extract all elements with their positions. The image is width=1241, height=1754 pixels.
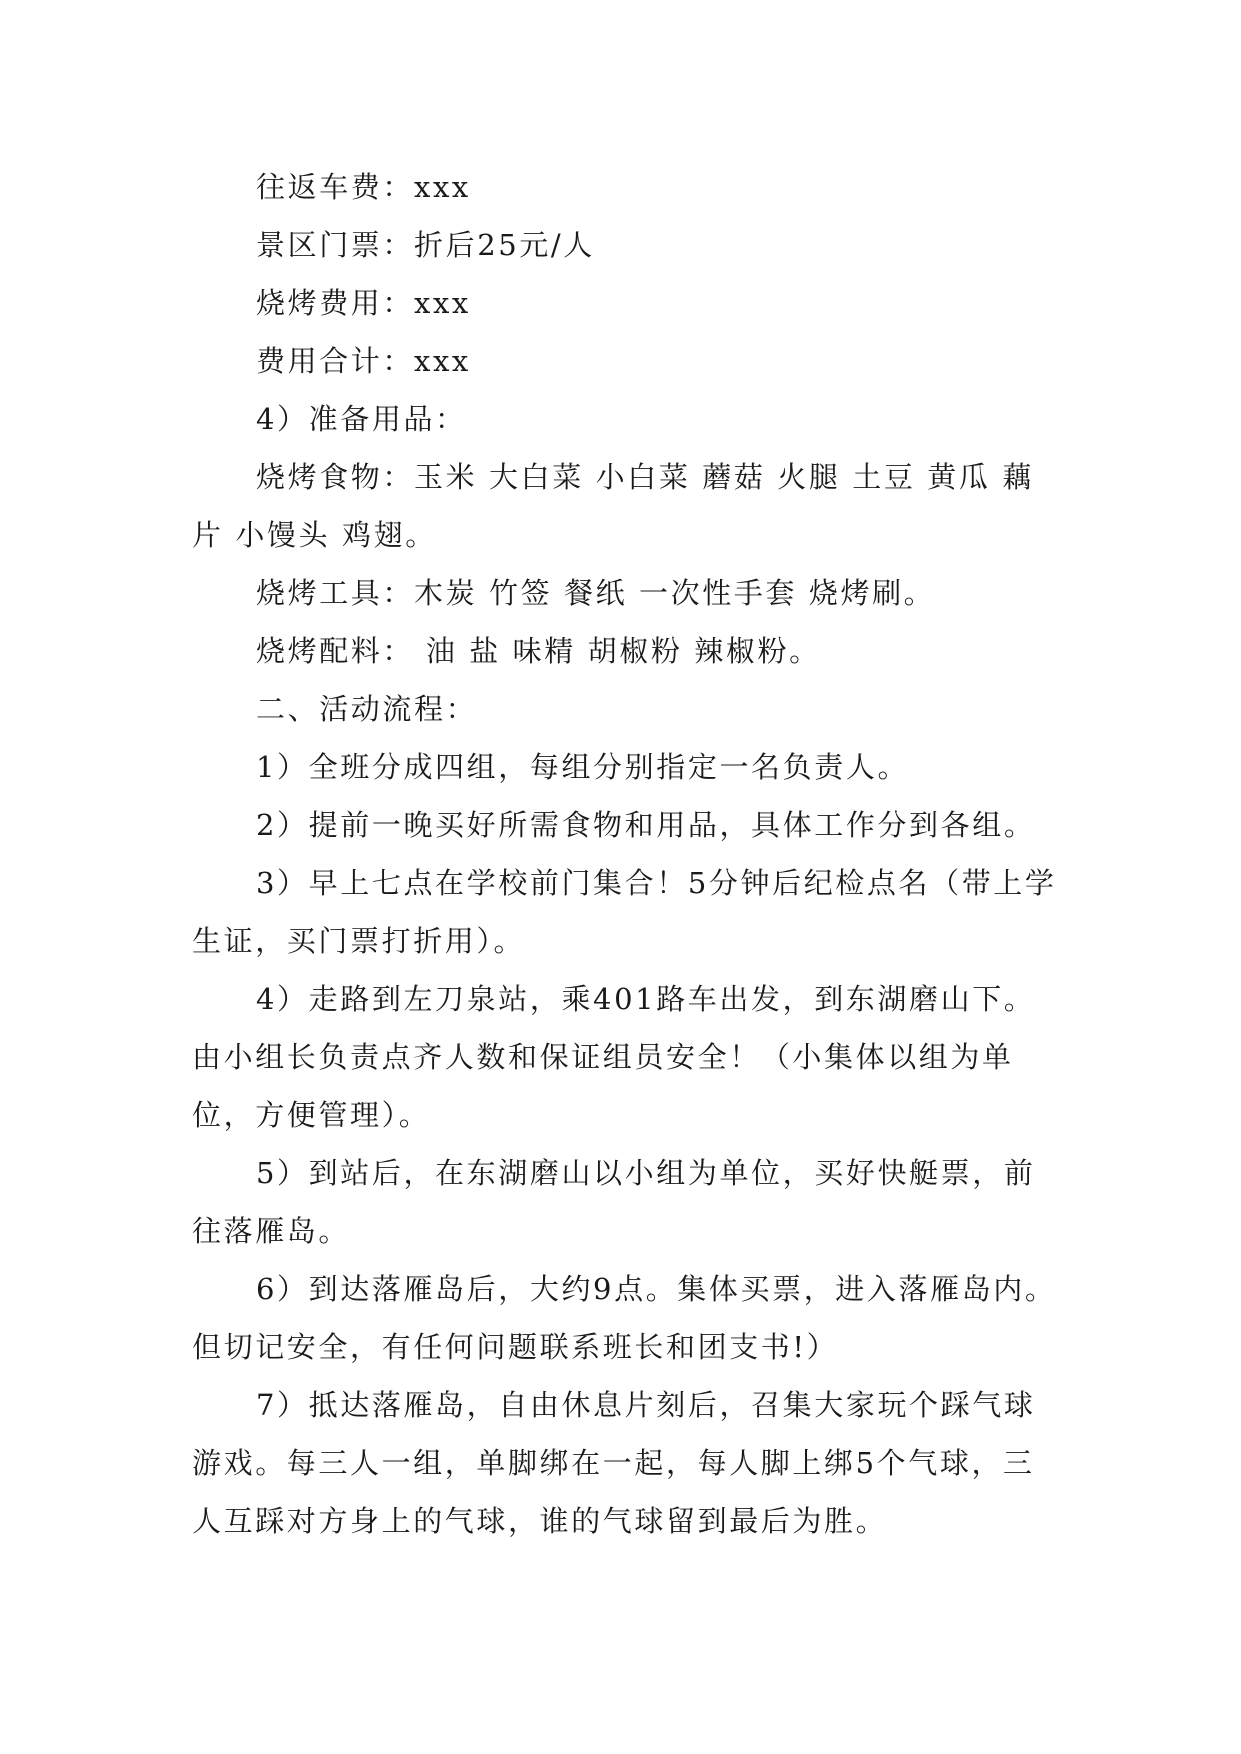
- paragraph-total-cost: 费用合计：xxx: [256, 344, 471, 378]
- paragraph-step-6: 6）到达落雁岛后，大约9点。集体买票，进入落雁岛内。但切记安全，有任何问题联系班长和团支书!）: [192, 1272, 1057, 1364]
- paragraph-bbq-food: 烧烤食物：玉米 大白菜 小白菜 蘑菇 火腿 土豆 黄瓜 藕片 小馒头 鸡翅。: [192, 460, 1034, 552]
- paragraph-bbq-cost: 烧烤费用：xxx: [256, 286, 471, 320]
- paragraph-bbq-seasoning: 烧烤配料： 油 盐 味精 胡椒粉 辣椒粉。: [256, 634, 821, 668]
- paragraph-step-5: 5）到站后，在东湖磨山以小组为单位，买好快艇票，前往落雁岛。: [192, 1156, 1036, 1248]
- document-body: [192, 158, 1062, 1550]
- paragraph-round-trip-fare: 往返车费：xxx: [256, 170, 471, 204]
- paragraph-bbq-tools: 烧烤工具：木炭 竹签 餐纸 一次性手套 烧烤刷。: [256, 576, 936, 610]
- paragraph-step-3: 3）早上七点在学校前门集合！5分钟后纪检点名（带上学生证，买门票打折用）。: [192, 866, 1057, 958]
- paragraph-step-1: 1）全班分成四组，每组分别指定一名负责人。: [256, 750, 910, 784]
- paragraph-supplies-heading: 4）准备用品：: [256, 402, 467, 436]
- paragraph-ticket-price: 景区门票：折后25元/人: [256, 228, 595, 262]
- paragraph-step-4: 4）走路到左刀泉站，乘401路车出发，到东湖磨山下。由小组长负责点齐人数和保证组员安全！（小集体以组为单位，方便管理）。: [192, 982, 1036, 1132]
- paragraph-step-2: 2）提前一晚买好所需食物和用品，具体工作分到各组。: [256, 808, 1036, 842]
- paragraph-step-7: 7）抵达落雁岛，自由休息片刻后，召集大家玩个踩气球游戏。每三人一组，单脚绑在一起，每人脚上绑5个气球，三人互踩对方身上的气球，谁的气球留到最后为胜。: [192, 1388, 1036, 1538]
- paragraph-process-heading: 二、活动流程：: [256, 692, 478, 726]
